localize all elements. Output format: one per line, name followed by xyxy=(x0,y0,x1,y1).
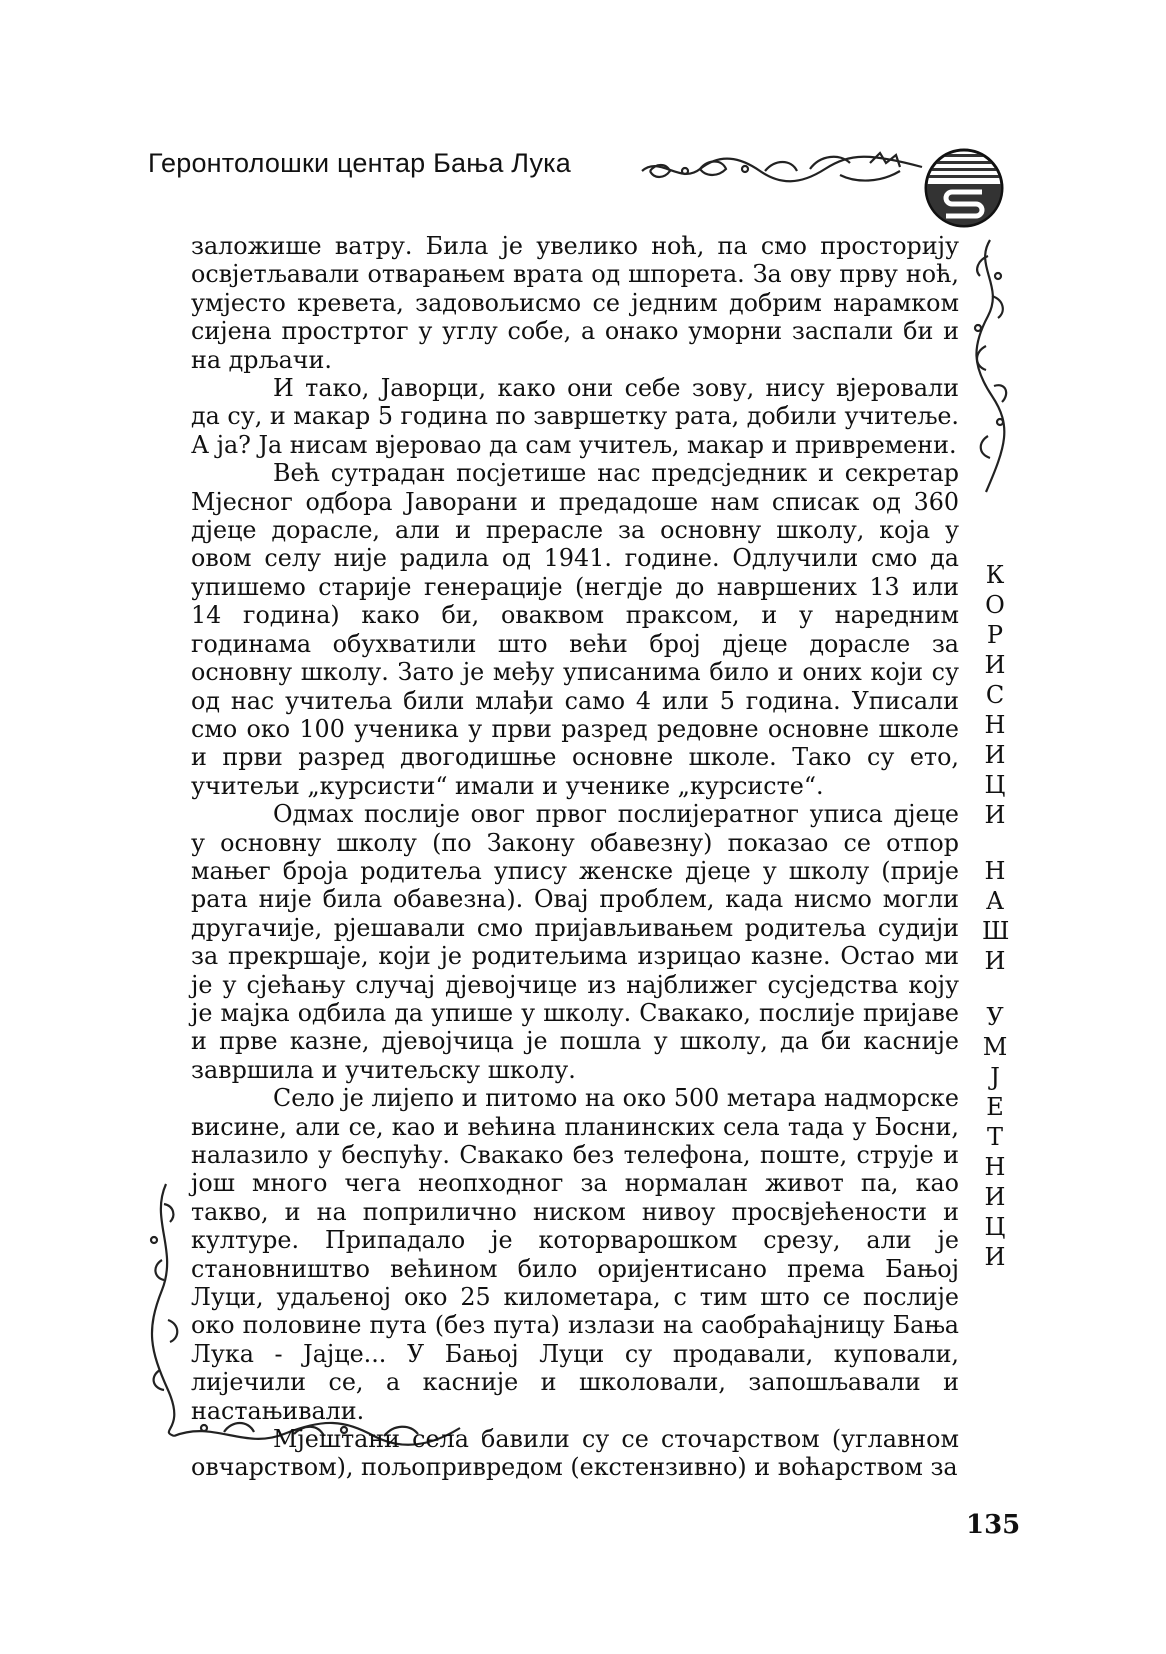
paragraph-3: Већ сутрадан посјетише нас предсједник и секретар Мјесног одбора Јаворани и предадоше нам списак од 360 дјеце дорасле, али и прерасле за основну школу, која у овом селу није радила од 1941. године. Одлучили смо да упишемо старије генерације (негдје до навршених 13 или 14 година) како би, оваквом праксом, и у наредним годинама обухватили што већи број дјеце дорасле за основну школу. Зато је међу уписанима било и оних који су од нас учитеља били млађи само 4 или 5 година. Уписали смо око 100 ученика у први разред редовне основне школе и први разред двогодишње основне школе. Тако су ето, учитељи „курсисти“ имали и ученике „курсисте“. xyxy=(191,459,959,800)
side-caption-letter: И xyxy=(984,651,1006,679)
side-caption-letter: И xyxy=(984,801,1006,829)
side-caption-letter: Е xyxy=(986,1093,1004,1121)
page-number: 135 xyxy=(966,1510,1021,1540)
running-header-title: Геронтолошки центар Бања Лука xyxy=(148,148,572,178)
side-caption-letter: У xyxy=(986,1003,1004,1031)
side-caption-letter: Ј xyxy=(990,1063,1000,1091)
paragraph-5: Село је лијепо и питомо на око 500 метара надморске висине, али се, као и већина планинских села тада у Босни, налазило у беспућу. Свакако без телефона, поште, струје и још много чега неопходног за нормалан живот па, као такво, и на поприлично ниском нивоу просвјећености и културе. Припадало је которварошком срезу, али је становништво већином било оријентисано према Бањој Луци, удаљеној око 25 километара, с тим што се послије око половине пута (без пута) излази на саобраћајницу Бања Лука - Јајце... У Бањој Луци су продавали, куповали, лијечили се, а касније и школовали, запошљавали и настањивали. xyxy=(191,1084,959,1425)
side-caption-letter: Н xyxy=(984,857,1006,885)
side-caption-letter: И xyxy=(984,1183,1006,1211)
article-body xyxy=(191,232,959,1482)
paragraph-4: Одмах послије овог првог послијератног уписа дјеце у основну школу (по Закону обавезну) показао се отпор мањег броја родитеља упису женске дјеце у школу (прије рата није била обавезна). Овај проблем, када нисмо могли другачије, рјешавали смо пријављивањем родитеља судији за прекршаје, који је родитељима изрицао казне. Остао ми је у сјећању случај дјевојчице из најближег сусједства коју је мајка одбила да упише у школу. Свакако, послије пријаве и прве казне, дјевојчица је пошла у школу, да би касније завршила и учитељску школу. xyxy=(191,800,959,1084)
header-ornament-vine xyxy=(640,145,925,197)
side-caption-letter: Н xyxy=(984,711,1006,739)
right-border-vine-ornament xyxy=(968,236,1010,496)
side-caption-letter: О xyxy=(985,591,1005,619)
paragraph-1: заложише ватру. Била је увелико ноћ, па смо просторију освјетљавали отварањем врата од шпорета. За ову прву ноћ, умјесто кревета, задовољисмо се једним добрим нарамком сијена простртог у углу собе, а онако уморни заспали би и на дрљачи. xyxy=(191,232,959,374)
side-caption-letter: Ц xyxy=(984,1213,1006,1241)
side-caption-word xyxy=(982,1002,1008,1272)
side-caption-letter: А xyxy=(985,887,1005,915)
side-caption-letter: Ш xyxy=(982,917,1010,945)
side-caption-letter: Т xyxy=(986,1123,1003,1151)
logo-s-emblem-icon xyxy=(924,148,1004,228)
side-caption-word xyxy=(982,560,1008,830)
side-caption-letter: И xyxy=(984,1243,1006,1271)
side-caption-letter: И xyxy=(984,947,1006,975)
paragraph-2: И тако, Јаворци, како они себе зову, нису вјеровали да су, и макар 5 година по завршетку рата, добили учитеље. А ја? Ја нисам вјеровао да сам учитељ, макар и привремени. xyxy=(191,374,959,459)
side-caption-letter: С xyxy=(985,681,1005,709)
side-caption-letter: М xyxy=(982,1033,1008,1061)
side-caption-word xyxy=(982,856,1008,976)
side-caption-letter: Р xyxy=(986,621,1004,649)
side-caption-letter: Ц xyxy=(984,771,1006,799)
side-caption-letter: К xyxy=(985,561,1005,589)
side-caption-letter: Н xyxy=(984,1153,1006,1181)
side-caption-letter: И xyxy=(984,741,1006,769)
paragraph-6: Мјештани села бавили су се сточарством (углавном овчарством), пољопривредом (екстензивно) и воћарством за xyxy=(191,1425,959,1482)
vertical-section-caption xyxy=(982,560,1008,1298)
